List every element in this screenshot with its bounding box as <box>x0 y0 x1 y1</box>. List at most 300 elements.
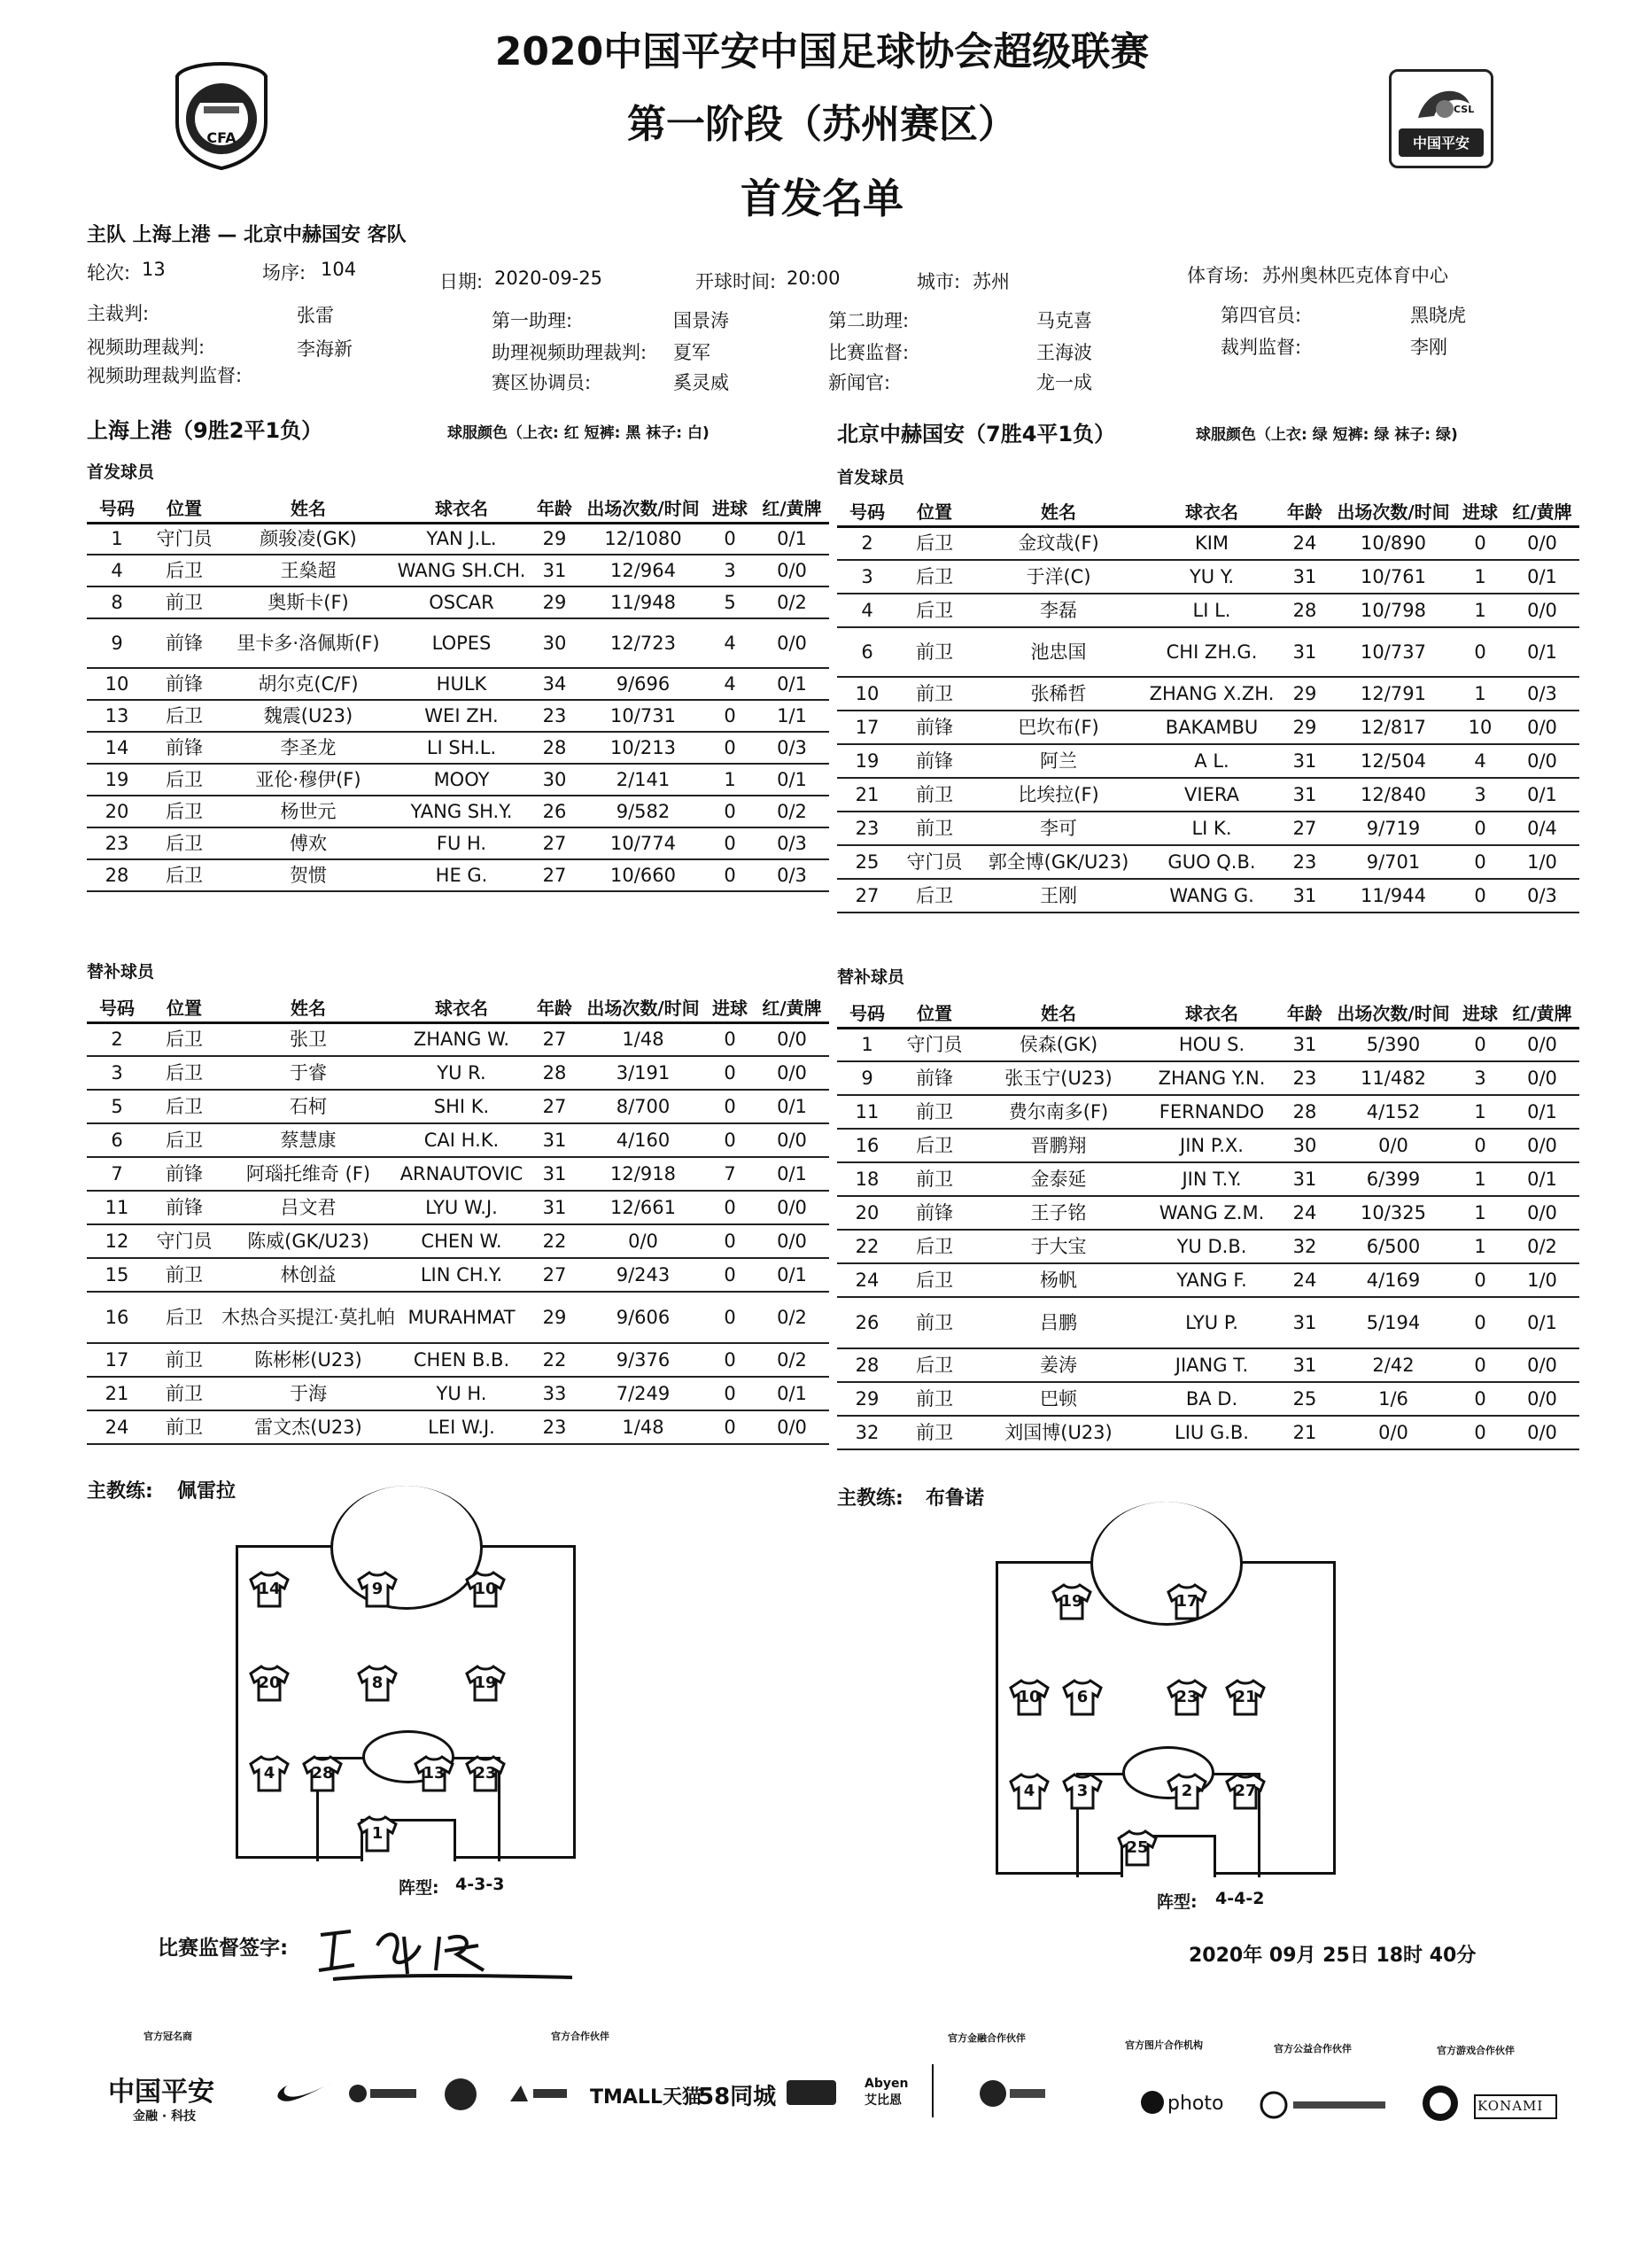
press-label: 新闻官: <box>828 372 891 393</box>
cell-shirt_name: ZHANG Y.N. <box>1145 1061 1278 1095</box>
away-subs-table <box>837 998 1579 1450</box>
cell-position: 后卫 <box>897 1230 972 1263</box>
player-shirt-icon <box>1060 1677 1105 1718</box>
cell-name: 木热合买提江·莫扎帕 <box>221 1292 395 1343</box>
cell-shirt_name: YU R. <box>395 1056 528 1090</box>
cell-apps: 9/243 <box>581 1258 705 1292</box>
column-header-position: 位置 <box>897 998 972 1028</box>
cell-number: 28 <box>87 859 147 891</box>
cell-number: 24 <box>87 1410 147 1444</box>
column-header-name: 姓名 <box>221 992 395 1022</box>
cell-name: 王燊超 <box>221 555 395 586</box>
cell-name: 杨世元 <box>221 796 395 827</box>
referee-value: 张雷 <box>297 305 334 326</box>
cell-position: 后卫 <box>147 1292 221 1343</box>
cell-cards: 0/3 <box>755 859 829 891</box>
cell-cards: 0/3 <box>755 732 829 764</box>
cell-goals: 10 <box>1455 711 1505 744</box>
coordinator-label: 赛区协调员: <box>492 372 592 393</box>
cell-apps: 11/948 <box>581 586 705 618</box>
table-header-row <box>87 493 829 523</box>
cell-shirt_name: MURAHMAT <box>395 1292 528 1343</box>
table-row <box>837 1382 1579 1416</box>
cell-cards: 0/3 <box>1505 677 1579 711</box>
cell-goals: 1 <box>1455 1230 1505 1263</box>
player-shirt-icon <box>1165 1771 1209 1812</box>
cell-shirt_name: ZHANG X.ZH. <box>1145 677 1278 711</box>
cell-apps: 11/944 <box>1331 879 1455 913</box>
column-header-apps: 出场次数/时间 <box>581 493 705 523</box>
cell-number: 7 <box>87 1157 147 1191</box>
cell-position: 后卫 <box>897 1129 972 1162</box>
cell-age: 29 <box>528 523 581 555</box>
cell-age: 31 <box>528 1191 581 1224</box>
cell-goals: 0 <box>705 1022 755 1056</box>
player-shirt-icon <box>1060 1771 1105 1812</box>
cell-cards: 1/1 <box>755 700 829 732</box>
cell-name: 姜涛 <box>972 1348 1145 1382</box>
column-header-goals: 进球 <box>705 493 755 523</box>
cell-cards: 0/0 <box>755 1056 829 1090</box>
cell-cards: 0/1 <box>755 523 829 555</box>
cell-number: 16 <box>837 1129 897 1162</box>
cell-apps: 4/169 <box>1331 1263 1455 1297</box>
cell-apps: 10/774 <box>581 827 705 859</box>
cell-goals: 0 <box>705 827 755 859</box>
cfa-logo-text: CFA <box>206 129 237 146</box>
table-row <box>87 700 829 732</box>
avar-value: 夏军 <box>673 342 710 363</box>
kickoff-label: 开球时间: <box>695 271 777 292</box>
cell-name: 陈威(GK/U23) <box>221 1224 395 1258</box>
title-line-3: 首发名单 <box>741 175 903 222</box>
cell-apps: 12/504 <box>1331 744 1455 778</box>
player-shirt-icon <box>1223 1771 1268 1812</box>
cell-position: 前卫 <box>897 1297 972 1348</box>
cell-cards: 0/0 <box>755 1224 829 1258</box>
away-starters-label: 首发球员 <box>837 468 905 487</box>
cell-age: 31 <box>1278 560 1331 594</box>
fourth-label: 第四官员: <box>1221 305 1302 326</box>
column-header-shirt_name: 球衣名 <box>1145 496 1278 526</box>
table-row <box>87 764 829 796</box>
cell-name: 晋鹏翔 <box>972 1129 1145 1162</box>
cell-position: 守门员 <box>897 1028 972 1061</box>
column-header-shirt_name: 球衣名 <box>1145 998 1278 1028</box>
sponsor-konami: KONAMI <box>1477 2098 1544 2114</box>
cell-position: 守门员 <box>897 845 972 879</box>
press-value: 龙一成 <box>1036 372 1092 393</box>
cell-shirt_name: LI SH.L. <box>395 732 528 764</box>
cell-number: 32 <box>837 1416 897 1449</box>
cell-name: 颜骏凌(GK) <box>221 523 395 555</box>
cell-name: 奥斯卡(F) <box>221 586 395 618</box>
match-no-label: 场序: <box>262 262 306 284</box>
table-row <box>837 1095 1579 1129</box>
cell-age: 30 <box>528 764 581 796</box>
cell-goals: 0 <box>705 1410 755 1444</box>
cell-number: 22 <box>837 1230 897 1263</box>
cell-age: 28 <box>1278 1095 1331 1129</box>
cell-cards: 0/1 <box>755 1157 829 1191</box>
cell-name: 张稀哲 <box>972 677 1145 711</box>
cell-apps: 10/737 <box>1331 627 1455 677</box>
cell-number: 26 <box>837 1297 897 1348</box>
cell-position: 前锋 <box>147 1191 221 1224</box>
cell-shirt_name: HULK <box>395 668 528 700</box>
cell-goals: 1 <box>705 764 755 796</box>
player-shirt-number: 3 <box>1076 1782 1089 1800</box>
table-row <box>837 627 1579 677</box>
cell-cards: 0/1 <box>1505 560 1579 594</box>
cell-age: 27 <box>528 827 581 859</box>
ref-assessor-value: 李刚 <box>1410 337 1447 358</box>
cell-goals: 0 <box>705 1090 755 1123</box>
cell-cards: 0/0 <box>1505 711 1579 744</box>
sponsor-group-1: 官方合作伙伴 <box>551 2031 609 2042</box>
cell-shirt_name: YU D.B. <box>1145 1230 1278 1263</box>
cell-position: 前锋 <box>147 618 221 668</box>
cell-apps: 10/731 <box>581 700 705 732</box>
csl-logo-top: CSL <box>1454 104 1475 115</box>
cell-age: 30 <box>1278 1129 1331 1162</box>
teams-line: 主队 上海上港 — 北京中赫国安 客队 <box>87 224 407 246</box>
fourth-value: 黑晓虎 <box>1410 305 1466 326</box>
cell-position: 前锋 <box>897 1196 972 1230</box>
cell-apps: 12/1080 <box>581 523 705 555</box>
cell-apps: 8/700 <box>581 1090 705 1123</box>
cell-cards: 0/2 <box>755 1343 829 1377</box>
cell-number: 17 <box>87 1343 147 1377</box>
cell-apps: 12/918 <box>581 1157 705 1191</box>
cell-number: 18 <box>837 1162 897 1196</box>
cell-age: 29 <box>1278 711 1331 744</box>
cell-age: 24 <box>1278 1196 1331 1230</box>
table-row <box>837 1348 1579 1382</box>
column-header-goals: 进球 <box>1455 496 1505 526</box>
away-formation-pitch <box>996 1561 1336 1875</box>
referee-label: 主裁判: <box>87 303 150 324</box>
cell-shirt_name: WANG SH.CH. <box>395 555 528 586</box>
cell-apps: 10/325 <box>1331 1196 1455 1230</box>
cell-position: 后卫 <box>897 1263 972 1297</box>
cell-shirt_name: HOU S. <box>1145 1028 1278 1061</box>
player-shirt-number: 21 <box>1234 1688 1257 1706</box>
cell-number: 1 <box>87 523 147 555</box>
player-shirt-icon <box>1223 1677 1268 1718</box>
sponsor-group-5: 官方游戏合作伙伴 <box>1437 2045 1515 2056</box>
cell-position: 前锋 <box>147 1157 221 1191</box>
player-shirt-number: 4 <box>263 1764 275 1783</box>
cell-apps: 2/42 <box>1331 1348 1455 1382</box>
cell-apps: 0/0 <box>1331 1129 1455 1162</box>
cell-position: 后卫 <box>897 1348 972 1382</box>
sponsor-circle-icon <box>443 2077 478 2117</box>
cell-age: 33 <box>528 1377 581 1410</box>
cell-shirt_name: MOOY <box>395 764 528 796</box>
cell-position: 前卫 <box>897 627 972 677</box>
cell-shirt_name: YAN J.L. <box>395 523 528 555</box>
table-row <box>87 796 829 827</box>
cell-age: 27 <box>528 1090 581 1123</box>
cell-number: 27 <box>837 879 897 913</box>
cell-cards: 1/0 <box>1505 1263 1579 1297</box>
sponsor-divider <box>932 2064 934 2117</box>
cell-number: 19 <box>837 744 897 778</box>
player-shirt-number: 23 <box>474 1764 497 1783</box>
cell-goals: 0 <box>1455 1297 1505 1348</box>
cell-number: 23 <box>837 812 897 845</box>
cell-number: 20 <box>837 1196 897 1230</box>
cell-position: 后卫 <box>897 879 972 913</box>
cell-position: 后卫 <box>147 1123 221 1157</box>
table-row <box>837 560 1579 594</box>
supervisor-value: 王海波 <box>1036 342 1092 363</box>
cell-name: 杨帆 <box>972 1263 1145 1297</box>
cell-shirt_name: OSCAR <box>395 586 528 618</box>
cell-apps: 2/141 <box>581 764 705 796</box>
cell-goals: 1 <box>1455 1162 1505 1196</box>
cell-age: 29 <box>1278 677 1331 711</box>
player-shirt-icon <box>1115 1828 1159 1868</box>
cell-name: 李磊 <box>972 594 1145 627</box>
cell-age: 25 <box>1278 1382 1331 1416</box>
cell-position: 前卫 <box>147 1410 221 1444</box>
cell-age: 23 <box>1278 845 1331 879</box>
cell-name: 雷文杰(U23) <box>221 1410 395 1444</box>
cell-goals: 3 <box>1455 778 1505 812</box>
column-header-position: 位置 <box>897 496 972 526</box>
cell-cards: 0/2 <box>755 796 829 827</box>
cell-shirt_name: CHI ZH.G. <box>1145 627 1278 677</box>
player-shirt-icon <box>300 1753 345 1794</box>
column-header-age: 年龄 <box>528 493 581 523</box>
cell-apps: 6/399 <box>1331 1162 1455 1196</box>
cell-name: 刘国博(U23) <box>972 1416 1145 1449</box>
signature-timestamp: 2020年 09月 25日 18时 40分 <box>1189 1945 1477 1967</box>
cell-name: 费尔南多(F) <box>972 1095 1145 1129</box>
column-header-goals: 进球 <box>705 992 755 1022</box>
var-label: 视频助理裁判: <box>87 337 206 358</box>
table-row <box>837 1129 1579 1162</box>
cell-age: 31 <box>1278 879 1331 913</box>
cell-number: 9 <box>837 1061 897 1095</box>
sponsor-pingan: 中国平安 <box>108 2077 214 2108</box>
sponsor-pingan-sub: 金融 · 科技 <box>133 2109 197 2124</box>
sponsor-tmall: TMALL天猫 <box>590 2086 702 2109</box>
cell-shirt_name: LIN CH.Y. <box>395 1258 528 1292</box>
cell-cards: 0/3 <box>755 827 829 859</box>
ref-assessor-label: 裁判监督: <box>1221 337 1302 358</box>
cell-position: 前卫 <box>147 1258 221 1292</box>
cell-cards: 0/0 <box>1505 1348 1579 1382</box>
cell-cards: 0/0 <box>1505 1416 1579 1449</box>
player-shirt-number: 13 <box>423 1764 446 1783</box>
cell-cards: 0/0 <box>1505 1196 1579 1230</box>
cell-cards: 0/1 <box>1505 778 1579 812</box>
column-header-cards: 红/黄牌 <box>1505 496 1579 526</box>
column-header-apps: 出场次数/时间 <box>581 992 705 1022</box>
player-shirt-number: 8 <box>371 1674 384 1692</box>
sponsor-group-3: 官方图片合作机构 <box>1125 2039 1203 2051</box>
cell-goals: 4 <box>1455 744 1505 778</box>
cell-shirt_name: CAI H.K. <box>395 1123 528 1157</box>
column-header-number: 号码 <box>87 992 147 1022</box>
table-row <box>837 1028 1579 1061</box>
table-row <box>87 1056 829 1090</box>
city-label: 城市: <box>917 271 961 292</box>
cell-name: 侯森(GK) <box>972 1028 1145 1061</box>
player-shirt-icon <box>463 1663 508 1704</box>
player-shirt-icon <box>1050 1581 1094 1622</box>
cell-age: 22 <box>528 1224 581 1258</box>
cell-apps: 9/582 <box>581 796 705 827</box>
cell-cards: 0/2 <box>755 586 829 618</box>
cell-apps: 10/213 <box>581 732 705 764</box>
cell-shirt_name: YU H. <box>395 1377 528 1410</box>
photo-logo-icon <box>1139 2089 1166 2121</box>
cell-goals: 0 <box>1455 526 1505 560</box>
cell-cards: 0/0 <box>755 555 829 586</box>
cell-shirt_name: JIN T.Y. <box>1145 1162 1278 1196</box>
table-row <box>837 1263 1579 1297</box>
cell-name: 吕文君 <box>221 1191 395 1224</box>
cell-shirt_name: WANG G. <box>1145 879 1278 913</box>
cell-shirt_name: VIERA <box>1145 778 1278 812</box>
cell-shirt_name: JIN P.X. <box>1145 1129 1278 1162</box>
cell-number: 23 <box>87 827 147 859</box>
cell-cards: 0/0 <box>1505 594 1579 627</box>
cell-position: 前锋 <box>897 1061 972 1095</box>
cell-age: 32 <box>1278 1230 1331 1263</box>
cell-position: 前卫 <box>897 812 972 845</box>
cell-apps: 10/798 <box>1331 594 1455 627</box>
cell-age: 31 <box>528 1157 581 1191</box>
player-shirt-icon <box>463 1753 508 1794</box>
table-header-row <box>837 998 1579 1028</box>
cell-goals: 0 <box>705 1292 755 1343</box>
cell-name: 胡尔克(C/F) <box>221 668 395 700</box>
cell-cards: 0/0 <box>1505 526 1579 560</box>
cell-position: 后卫 <box>147 1090 221 1123</box>
cell-number: 19 <box>87 764 147 796</box>
home-formation-label: 阵型: <box>399 1878 439 1898</box>
round-value: 13 <box>142 259 166 280</box>
cell-goals: 1 <box>1455 1196 1505 1230</box>
table-row <box>87 1258 829 1292</box>
table-row <box>87 618 829 668</box>
cell-age: 28 <box>528 1056 581 1090</box>
cell-age: 24 <box>1278 1263 1331 1297</box>
player-shirt-icon <box>1165 1677 1209 1718</box>
table-row <box>87 555 829 586</box>
date-label: 日期: <box>439 271 484 292</box>
player-shirt-icon <box>247 1569 291 1610</box>
cell-name: 阿瑙托维奇 (F) <box>221 1157 395 1191</box>
player-shirt-number: 19 <box>1060 1592 1083 1611</box>
cell-number: 2 <box>87 1022 147 1056</box>
cell-shirt_name: ZHANG W. <box>395 1022 528 1056</box>
cell-position: 前卫 <box>897 1382 972 1416</box>
cell-apps: 3/191 <box>581 1056 705 1090</box>
cell-name: 于洋(C) <box>972 560 1145 594</box>
cell-number: 28 <box>837 1348 897 1382</box>
cell-age: 21 <box>1278 1416 1331 1449</box>
cell-cards: 0/1 <box>755 1377 829 1410</box>
cell-name: 于海 <box>221 1377 395 1410</box>
cell-position: 后卫 <box>147 796 221 827</box>
cell-goals: 0 <box>705 1123 755 1157</box>
cell-shirt_name: FERNANDO <box>1145 1095 1278 1129</box>
cell-position: 前卫 <box>897 778 972 812</box>
cell-shirt_name: BAKAMBU <box>1145 711 1278 744</box>
cell-apps: 9/719 <box>1331 812 1455 845</box>
cell-number: 4 <box>87 555 147 586</box>
column-header-position: 位置 <box>147 493 221 523</box>
cell-number: 21 <box>87 1377 147 1410</box>
cell-position: 后卫 <box>897 594 972 627</box>
player-shirt-icon <box>1007 1677 1051 1718</box>
cell-apps: 10/761 <box>1331 560 1455 594</box>
cell-apps: 9/376 <box>581 1343 705 1377</box>
player-shirt-number: 14 <box>258 1580 281 1598</box>
cell-shirt_name: KIM <box>1145 526 1278 560</box>
cell-apps: 11/482 <box>1331 1061 1455 1095</box>
cell-name: 王子铭 <box>972 1196 1145 1230</box>
cell-number: 13 <box>87 700 147 732</box>
cell-name: 张玉宁(U23) <box>972 1061 1145 1095</box>
cell-goals: 0 <box>705 1224 755 1258</box>
table-row <box>87 1224 829 1258</box>
cell-cards: 0/2 <box>755 1292 829 1343</box>
sponsor-group-2: 官方金融合作伙伴 <box>948 2032 1026 2044</box>
cell-age: 27 <box>528 1258 581 1292</box>
cell-apps: 4/160 <box>581 1123 705 1157</box>
cell-position: 守门员 <box>147 523 221 555</box>
player-shirt-number: 23 <box>1175 1688 1198 1706</box>
home-team-name: 上海上港（9胜2平1负） <box>87 418 323 443</box>
cell-cards: 0/1 <box>755 1090 829 1123</box>
cell-number: 17 <box>837 711 897 744</box>
table-row <box>837 1230 1579 1263</box>
cell-name: 于大宝 <box>972 1230 1145 1263</box>
csl-logo <box>1389 69 1493 168</box>
cell-goals: 0 <box>705 796 755 827</box>
cell-number: 4 <box>837 594 897 627</box>
cell-number: 24 <box>837 1263 897 1297</box>
cell-goals: 1 <box>1455 677 1505 711</box>
cell-position: 后卫 <box>147 1056 221 1090</box>
away-team-name: 北京中赫国安（7胜4平1负） <box>837 422 1116 447</box>
sponsor-photo: photo <box>1167 2093 1224 2115</box>
away-formation-label: 阵型: <box>1157 1892 1198 1912</box>
sponsor-dark-badge-icon <box>787 2080 836 2105</box>
cell-age: 28 <box>528 732 581 764</box>
sponsor-group-4: 官方公益合作伙伴 <box>1274 2043 1352 2054</box>
column-header-age: 年龄 <box>528 992 581 1022</box>
ea-logo-icon <box>1421 2084 1460 2128</box>
cell-cards: 0/1 <box>1505 627 1579 677</box>
cell-number: 6 <box>837 627 897 677</box>
table-row <box>837 845 1579 879</box>
table-row <box>87 1090 829 1123</box>
player-shirt-number: 10 <box>474 1580 497 1598</box>
cell-goals: 5 <box>705 586 755 618</box>
cell-apps: 1/6 <box>1331 1382 1455 1416</box>
cell-name: 魏震(U23) <box>221 700 395 732</box>
cell-goals: 0 <box>1455 1348 1505 1382</box>
nike-swoosh-icon <box>276 2078 335 2110</box>
